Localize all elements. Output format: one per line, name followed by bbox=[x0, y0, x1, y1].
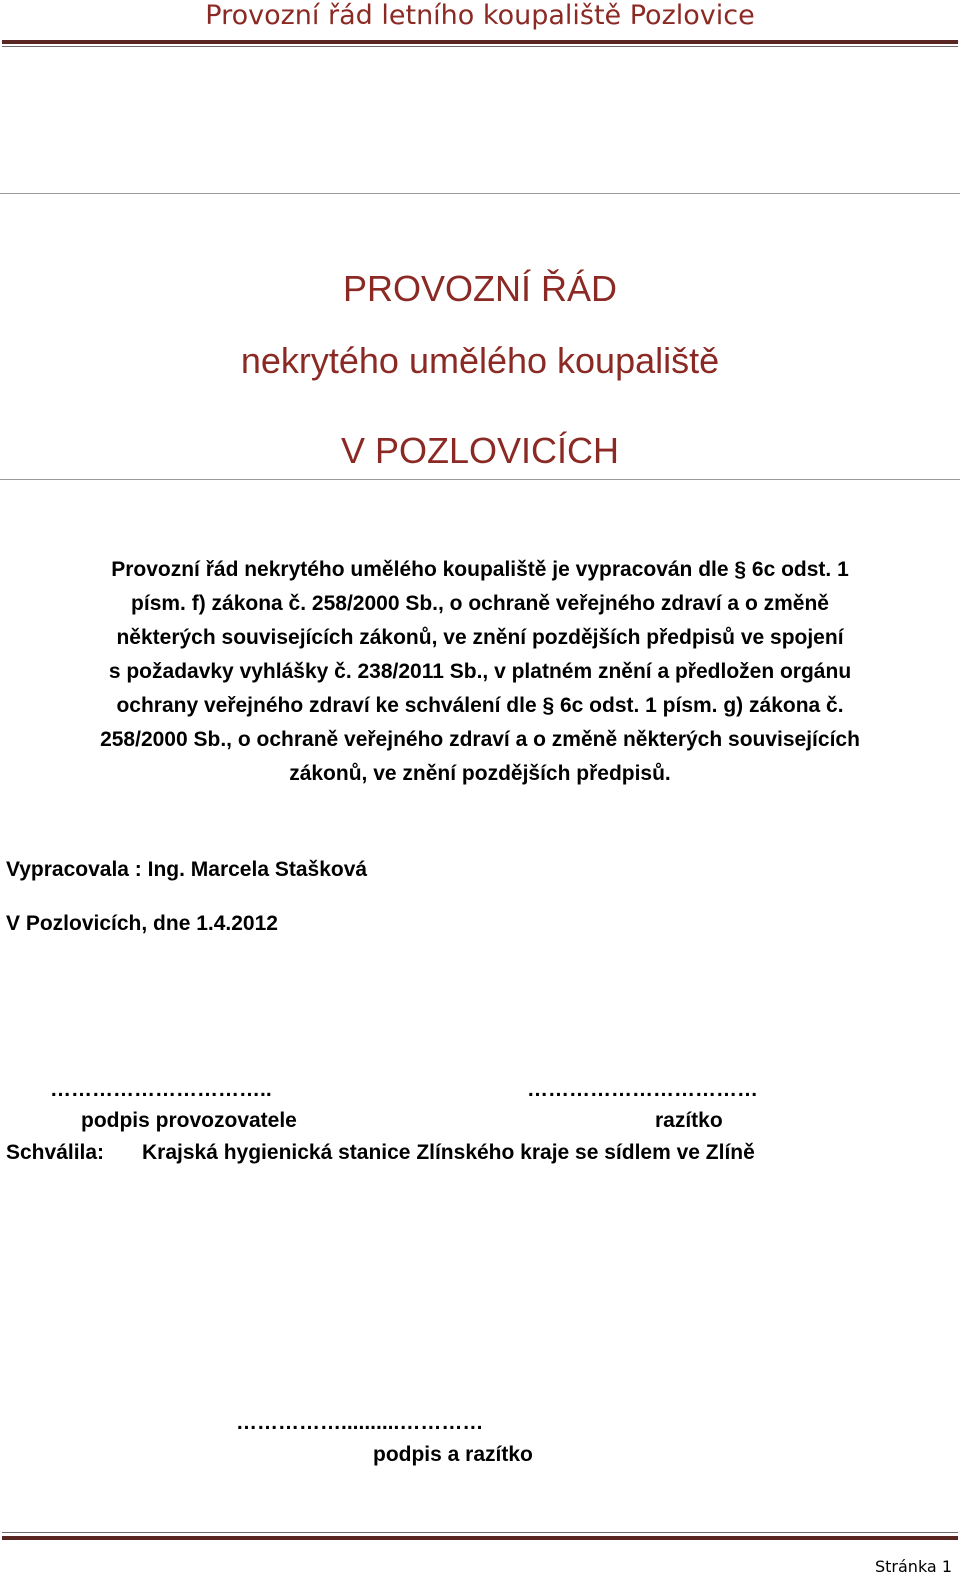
author: Vypracovala : Ing. Marcela Stašková bbox=[6, 858, 368, 881]
operator-signature-label: podpis provozovatele bbox=[81, 1109, 297, 1132]
stamp-label: razítko bbox=[655, 1109, 723, 1132]
doc-location: V POZLOVICÍCH bbox=[340, 430, 620, 471]
place-date: V Pozlovicích, dne 1.4.2012 bbox=[6, 912, 278, 935]
header-title: Provozní řád letního koupaliště Pozlovice bbox=[205, 0, 755, 31]
signature-dots-operator: ………………………….. bbox=[50, 1078, 272, 1101]
intro-line: ochrany veřejného zdraví ke schválení dle § 6c odst. 1 písm. g) zákona č. bbox=[116, 694, 844, 717]
page-number: Stránka 1 bbox=[874, 1557, 952, 1576]
intro-paragraph bbox=[30, 553, 930, 791]
approved-by: Krajská hygienická stanice Zlínského kraje se sídlem ve Zlíně bbox=[142, 1141, 755, 1164]
intro-line: 258/2000 Sb., o ochraně veřejného zdraví a o změně některých souvisejících bbox=[100, 728, 860, 751]
footer-rule-thin bbox=[2, 1532, 958, 1533]
intro-line: s požadavky vyhlášky č. 238/2011 Sb., v platném znění a předložen orgánu bbox=[108, 660, 852, 683]
title-bottom-line bbox=[0, 479, 960, 480]
signature-dots-bottom: ……………..........………… bbox=[236, 1411, 484, 1434]
intro-line: některých souvisejících zákonů, ve znění pozdějších předpisů ve spojení bbox=[116, 626, 844, 649]
footer-rule-thick bbox=[2, 1536, 958, 1540]
signature-dots-stamp: …………………………… bbox=[527, 1078, 758, 1101]
approved-label: Schválila: bbox=[6, 1141, 105, 1164]
header-rule-thick bbox=[2, 40, 958, 44]
doc-title: PROVOZNÍ ŘÁD bbox=[342, 268, 618, 309]
doc-subtitle: nekrytého umělého koupaliště bbox=[240, 340, 720, 381]
title-top-line bbox=[0, 193, 960, 194]
intro-line: písm. f) zákona č. 258/2000 Sb., o ochraně veřejného zdraví a o změně bbox=[131, 592, 829, 615]
intro-line: zákonů, ve znění pozdějších předpisů. bbox=[289, 762, 671, 785]
header-rule-thin bbox=[2, 46, 958, 47]
intro-line: Provozní řád nekrytého umělého koupaliště je vypracován dle § 6c odst. 1 bbox=[111, 558, 849, 581]
bottom-signature-label: podpis a razítko bbox=[373, 1443, 533, 1466]
